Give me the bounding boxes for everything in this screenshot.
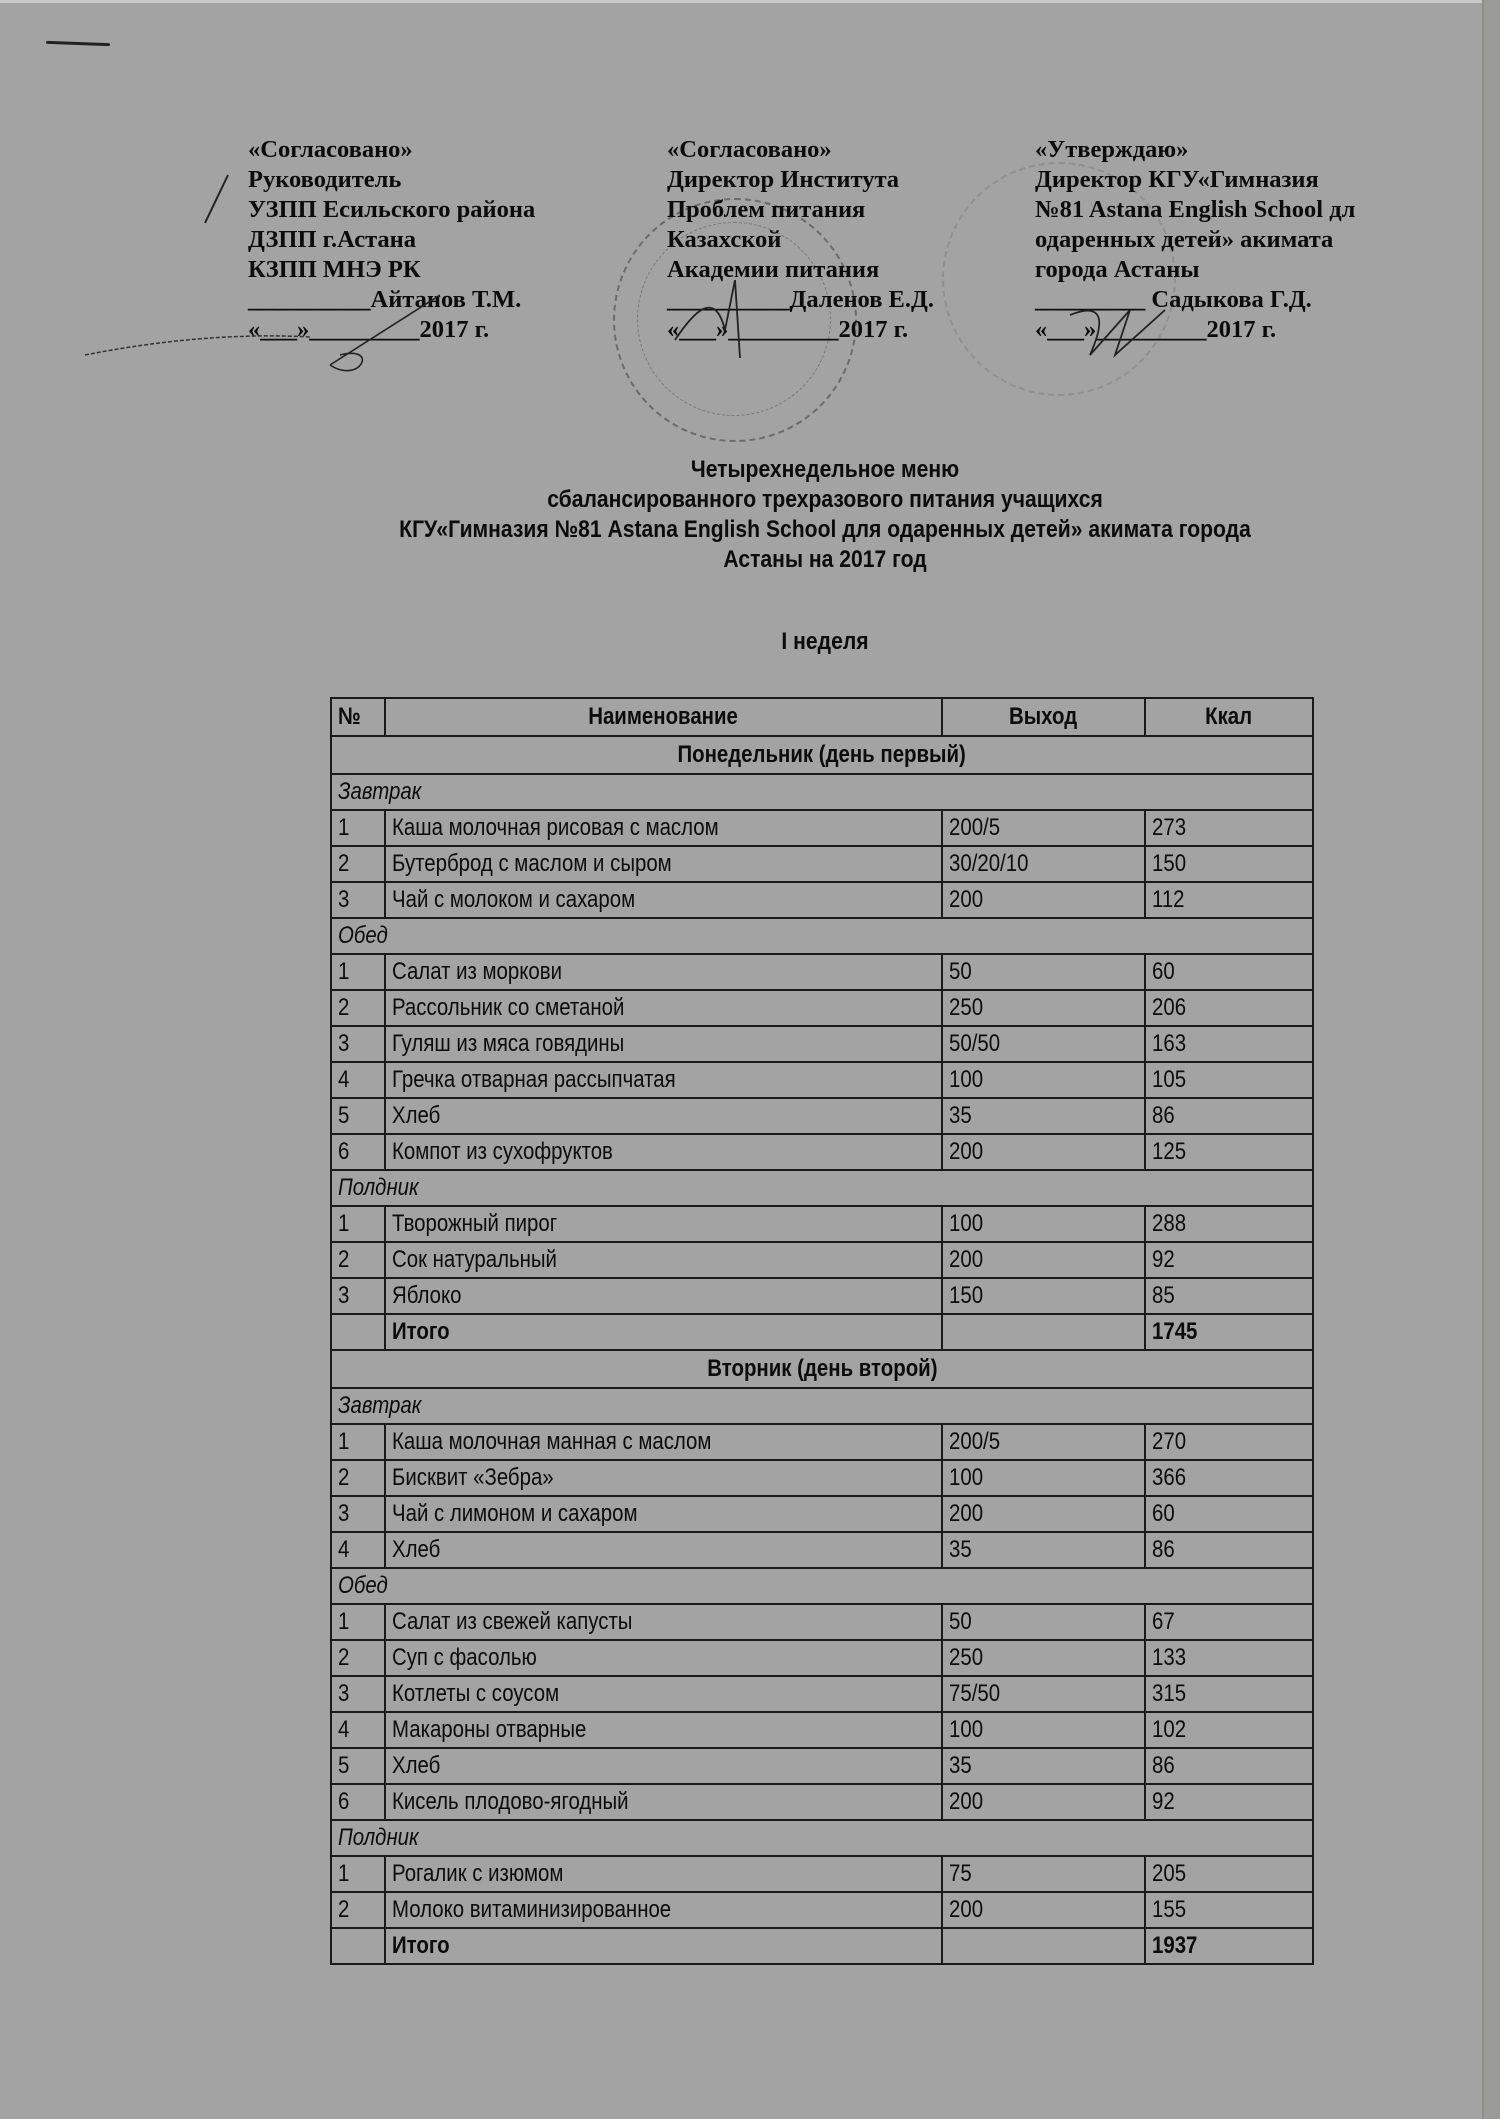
pen-mark [46, 41, 110, 46]
meal-row-breakfast: Завтрак [331, 1388, 1313, 1424]
table-row: 3 Чай с лимоном и сахаром 200 60 [331, 1496, 1313, 1532]
table-row: 5 Хлеб 35 86 [331, 1748, 1313, 1784]
table-row: 2 Бутерброд с маслом и сыром 30/20/10 150 [331, 846, 1313, 882]
approval-title: «Утверждаю» [1035, 136, 1189, 163]
table-row: 6 Кисель плодово-ягодный 200 92 [331, 1784, 1313, 1820]
table-row: 3 Чай с молоком и сахаром 200 112 [331, 882, 1313, 918]
approval-title: «Согласовано» [667, 136, 832, 163]
signature-dalenov [665, 270, 805, 360]
meal-row-snack: Полдник [331, 1170, 1313, 1206]
signature-sadykova [1050, 300, 1190, 360]
total-row-monday: Итого 1745 [331, 1314, 1313, 1350]
meal-row-lunch: Обед [331, 918, 1313, 954]
scan-top-edge [0, 0, 1500, 3]
table-header-row [331, 698, 1313, 736]
table-row: 4 Гречка отварная рассыпчатая 100 105 [331, 1062, 1313, 1098]
approval-line: Директор КГУ«Гимназия [1035, 166, 1319, 193]
approval-line: одаренных детей» акимата [1035, 226, 1334, 253]
date-line: «___»_________2017 г. [1035, 316, 1277, 343]
table-row: 2 Рассольник со сметаной 250 206 [331, 990, 1313, 1026]
header-num: № [331, 698, 385, 736]
table-row: 2 Бисквит «Зебра» 100 366 [331, 1460, 1313, 1496]
title-line-1: Четырехнедельное меню [690, 456, 960, 483]
table-row: 2 Молоко витаминизированное 200 155 [331, 1892, 1313, 1928]
meal-row-lunch: Обед [331, 1568, 1313, 1604]
signature-line: _________ Садыкова Г.Д. [1035, 286, 1312, 313]
approval-line: Проблем питания [667, 196, 866, 223]
day-row-tuesday: Вторник (день второй) [331, 1350, 1313, 1388]
total-row-tuesday: Итого 1937 [331, 1928, 1313, 1964]
date-line: «___»_________2017 г. [248, 316, 490, 343]
approval-line: УЗПП Есильского района [248, 196, 536, 223]
approval-line: Руководитель [248, 166, 402, 193]
approval-line: ДЗПП г.Астана [248, 226, 417, 253]
approval-line: Казахской [667, 226, 782, 253]
table-row: 1 Рогалик с изюмом 75 205 [331, 1856, 1313, 1892]
approval-line: Академии питания [667, 256, 880, 283]
menu-table [330, 697, 1314, 1965]
approval-line: КЗПП МНЭ РК [248, 256, 421, 283]
approval-line: №81 Astana English School дл [1035, 196, 1356, 223]
header-output: Выход [942, 698, 1145, 736]
meal-row-breakfast: Завтрак [331, 774, 1313, 810]
table-row: 1 Салат из свежей капусты 50 67 [331, 1604, 1313, 1640]
table-row: 3 Котлеты с соусом 75/50 315 [331, 1676, 1313, 1712]
title-line-2: сбалансированного трехразового питания учащихся [547, 486, 1103, 513]
title-line-4: Астаны на 2017 год [723, 546, 927, 573]
title-line-3: КГУ«Гимназия №81 Astana English School для одаренных детей» акимата города [399, 516, 1251, 543]
table-row: 1 Салат из моркови 50 60 [331, 954, 1313, 990]
signature-line: __________Даленов Е.Д. [667, 286, 934, 313]
week-label: I неделя [781, 628, 869, 655]
signature-aitanov [80, 155, 440, 385]
table-row: 4 Макароны отварные 100 102 [331, 1712, 1313, 1748]
table-row: 6 Компот из сухофруктов 200 125 [331, 1134, 1313, 1170]
document-title [319, 455, 1331, 575]
table-row: 4 Хлеб 35 86 [331, 1532, 1313, 1568]
table-row: 2 Суп с фасолью 250 133 [331, 1640, 1313, 1676]
meal-row-snack: Полдник [331, 1820, 1313, 1856]
signature-line: __________Айтанов Т.М. [248, 286, 522, 313]
table-row: 3 Гуляш из мяса говядины 50/50 163 [331, 1026, 1313, 1062]
approval-line: города Астаны [1035, 256, 1200, 283]
approval-line: Директор Института [667, 166, 900, 193]
table-row: 2 Сок натуральный 200 92 [331, 1242, 1313, 1278]
day-row-monday: Понедельник (день первый) [331, 736, 1313, 774]
approval-title: «Согласовано» [248, 136, 413, 163]
table-row: 3 Яблоко 150 85 [331, 1278, 1313, 1314]
table-row: 1 Каша молочная рисовая с маслом 200/5 273 [331, 810, 1313, 846]
scan-right-edge [1482, 0, 1500, 2119]
header-name: Наименование [385, 698, 942, 736]
header-kcal: Ккал [1145, 698, 1313, 736]
table-row: 1 Творожный пирог 100 288 [331, 1206, 1313, 1242]
date-line: «___»_________2017 г. [667, 316, 909, 343]
table-row: 5 Хлеб 35 86 [331, 1098, 1313, 1134]
table-row: 1 Каша молочная манная с маслом 200/5 270 [331, 1424, 1313, 1460]
